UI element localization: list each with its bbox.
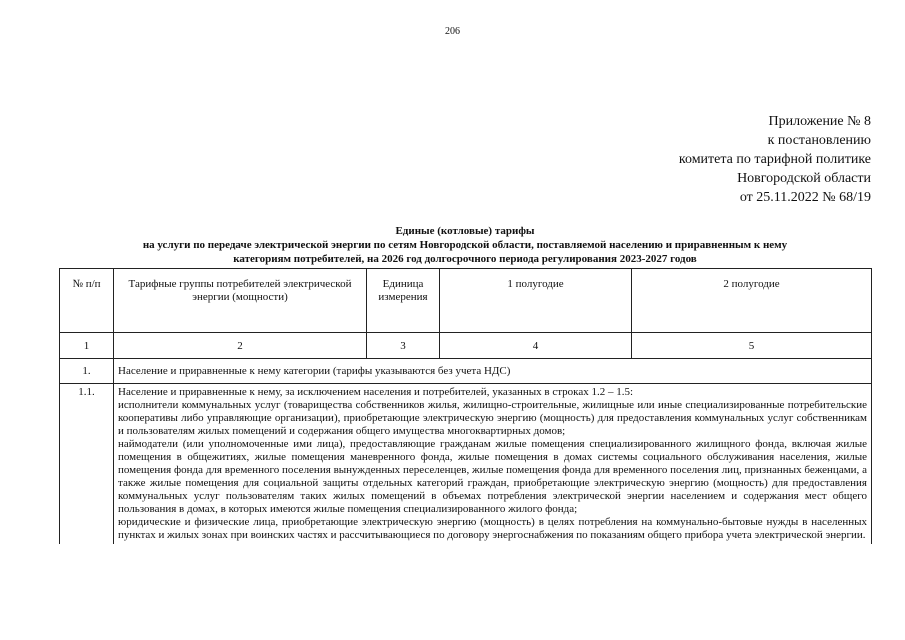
title-line-2: на услуги по передаче электрической энергии по сетям Новгородской области, поставляемой населению и приравненным к нему	[142, 239, 788, 251]
appendix-line: комитета по тарифной политике	[678, 152, 871, 167]
header-cell-groups: Тарифные группы потребителей электрической энергии (мощности)	[114, 269, 367, 333]
table-row-1-1	[60, 384, 872, 545]
row-number: 1.	[60, 359, 114, 384]
column-number: 3	[367, 333, 440, 359]
page-number: 206	[445, 26, 460, 37]
appendix-line: Новгородской области	[737, 171, 871, 186]
row-number: 1.1.	[60, 384, 114, 545]
header-cell-number: № п/п	[60, 269, 114, 333]
table-row-1	[60, 359, 872, 384]
title-line-3: категориям потребителей, на 2026 год долгосрочного периода регулирования 2023-2027 годов	[233, 253, 697, 265]
row-paragraph: юридические и физические лица, приобретающие электрическую энергию (мощность) в целях потребления на коммунально-бытовые нужды в населенных пунктах и жилых зонах при воинских частях и рассчитывающиеся по договору энергоснабжения по показаниям общего прибора учета электрической энергии.	[118, 516, 867, 541]
column-number: 1	[60, 333, 114, 359]
header-cell-half1: 1 полугодие	[440, 269, 632, 333]
row-paragraph: Население и приравненные к нему, за исключением населения и потребителей, указанных в строках 1.2 – 1.5:	[118, 386, 634, 398]
document-title	[60, 224, 870, 266]
title-line-1: Единые (котловые) тарифы	[395, 225, 535, 237]
column-number: 5	[632, 333, 872, 359]
appendix-line: к постановлению	[767, 133, 871, 148]
row-paragraph: исполнители коммунальных услуг (товарищества собственников жилья, жилищно-строительные, жилищные или иные специализированные потребительские кооперативы либо управляющие организации), приобретающие электрическую энергию (мощность) для предоставления коммунальных услуг собственникам и пользователям жилых помещений и содержания общего имущества многоквартирных домов;	[118, 399, 867, 437]
row-description	[114, 384, 872, 545]
appendix-line: Приложение № 8	[768, 114, 871, 129]
column-number-row	[60, 333, 872, 359]
header-cell-half2: 2 полугодие	[632, 269, 872, 333]
row-category-text: Население и приравненные к нему категории (тарифы указываются без учета НДС)	[114, 359, 872, 384]
appendix-line: от 25.11.2022 № 68/19	[739, 190, 871, 205]
appendix-block	[679, 112, 871, 207]
header-cell-unit: Единица измерения	[367, 269, 440, 333]
row-paragraph: наймодатели (или уполномоченные ими лица), предоставляющие гражданам жилые помещения специализированного жилищного фонда, включая жилые помещения в общежитиях, жилые помещения маневренного фонда, жилые помещения в домах системы социального обслуживания населения, жилые помещения фонда для временного поселения вынужденных переселенцев, жилые помещения фонда для временного поселения лиц, признанных беженцами, а также жилые помещения для социальной защиты отдельных категорий граждан, приобретающие электрическую энергию (мощность) для предоставления коммунальных услуг пользователям таких жилых помещений в объемах потребления электрической энергии населением и содержания мест общего пользования в домах, в которых имеются жилые помещения специализированного жилого фонда;	[118, 438, 867, 515]
column-number: 4	[440, 333, 632, 359]
table-header-row	[60, 269, 872, 333]
tariff-table	[59, 268, 872, 544]
column-number: 2	[114, 333, 367, 359]
